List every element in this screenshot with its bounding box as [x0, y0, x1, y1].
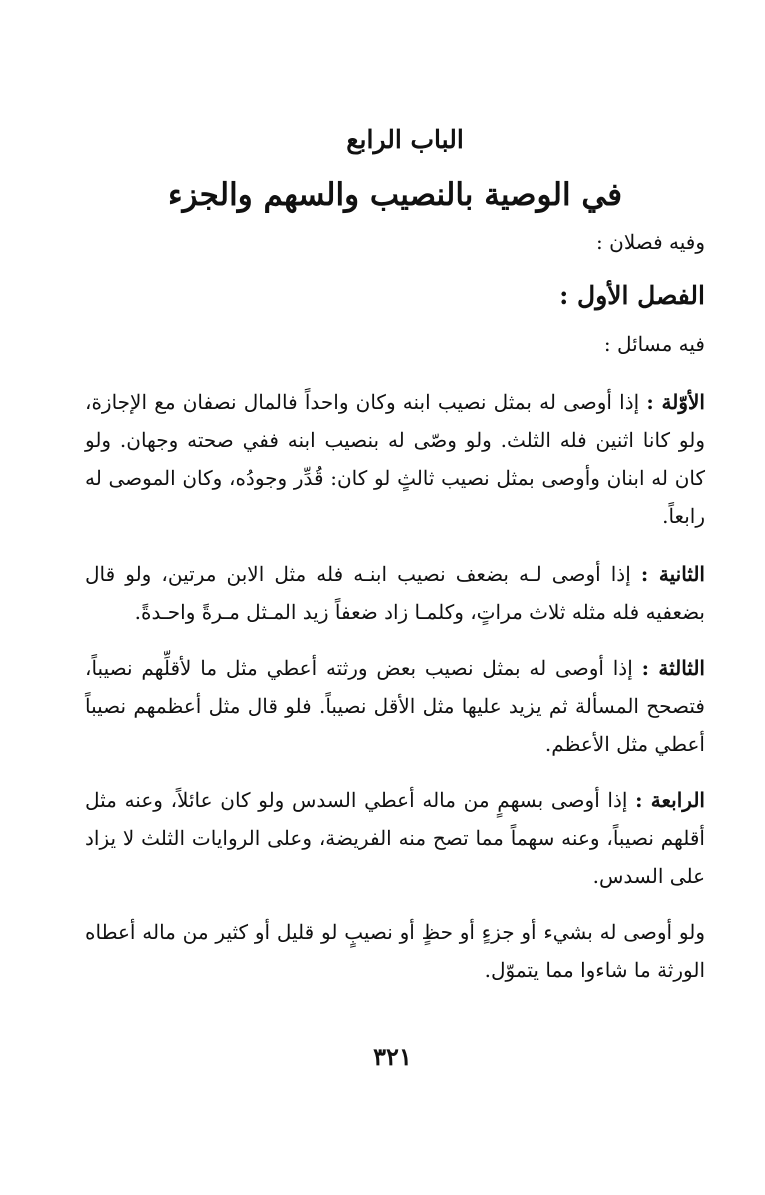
- page-content: [85, 125, 705, 989]
- paragraph-lead: الثالثة :: [641, 656, 705, 680]
- paragraph-lead: الأوّلة :: [646, 390, 705, 414]
- paragraph-third-issue: [85, 649, 705, 763]
- paragraph-lead: الرابعة :: [635, 788, 705, 812]
- paragraph-text: إذا أوصى بسهمٍ من ماله أعطي السدس ولو كان عائلاً، وعنه مثل أقلهم نصيباً، وعنه سهماً مما تصح منه الفريضة، وعلى الروايات الثلث لا يزاد على السدس.: [85, 788, 705, 888]
- paragraph-closing: [85, 913, 705, 989]
- paragraph-text: إذا أوصى له بمثل نصيب ابنه وكان واحداً فالمال نصفان مع الإجازة، ولو كانا اثنين فله الثلث. ولو وصّى له بنصيب ابنه ففي صحته وجهان. ولو كان له ابنان وأوصى بمثل نصيب ثالثٍ لو كان: قُدِّر وجودُه، وكان الموصى له رابعاً.: [85, 390, 705, 528]
- section-intro: فيه مسائل :: [603, 332, 705, 356]
- paragraph-second-issue: [85, 555, 705, 631]
- paragraph-fourth-issue: [85, 781, 705, 895]
- paragraph-text: إذا أوصى له بمثل نصيب بعض ورثته أعطي مثل ما لأقلِّهم نصيباً، فتصحح المسألة ثم يزيد عليها مثل الأقل نصيباً. فلو قال مثل أعظمهم نصيباً أعطي مثل الأعظم.: [85, 656, 705, 756]
- paragraph-lead: الثانية :: [640, 562, 705, 586]
- chapter-intro: وفيه فصلان :: [596, 230, 705, 254]
- page-number: ٣٢١: [373, 1042, 412, 1071]
- chapter-title: في الوصية بالنصيب والسهم والجزء: [167, 177, 623, 213]
- paragraph-text: إذا أوصى لـه بضعف نصيب ابنـه فله مثل الابن مرتين، ولو قال بضعفيه فله مثله ثلاث مراتٍ، وكلمـا زاد ضعفاً زيد المـثل مـرةً واحـدةً.: [85, 562, 705, 624]
- chapter-label: الباب الرابع: [346, 125, 464, 154]
- section-heading: الفصل الأول :: [559, 281, 705, 310]
- paragraph-first-issue: [85, 383, 705, 535]
- paragraph-text: ولو أوصى له بشيء أو جزءٍ أو حظٍ أو نصيبٍ لو قليل أو كثير من ماله أعطاه الورثة ما شاءوا مما يتموّل.: [85, 920, 705, 982]
